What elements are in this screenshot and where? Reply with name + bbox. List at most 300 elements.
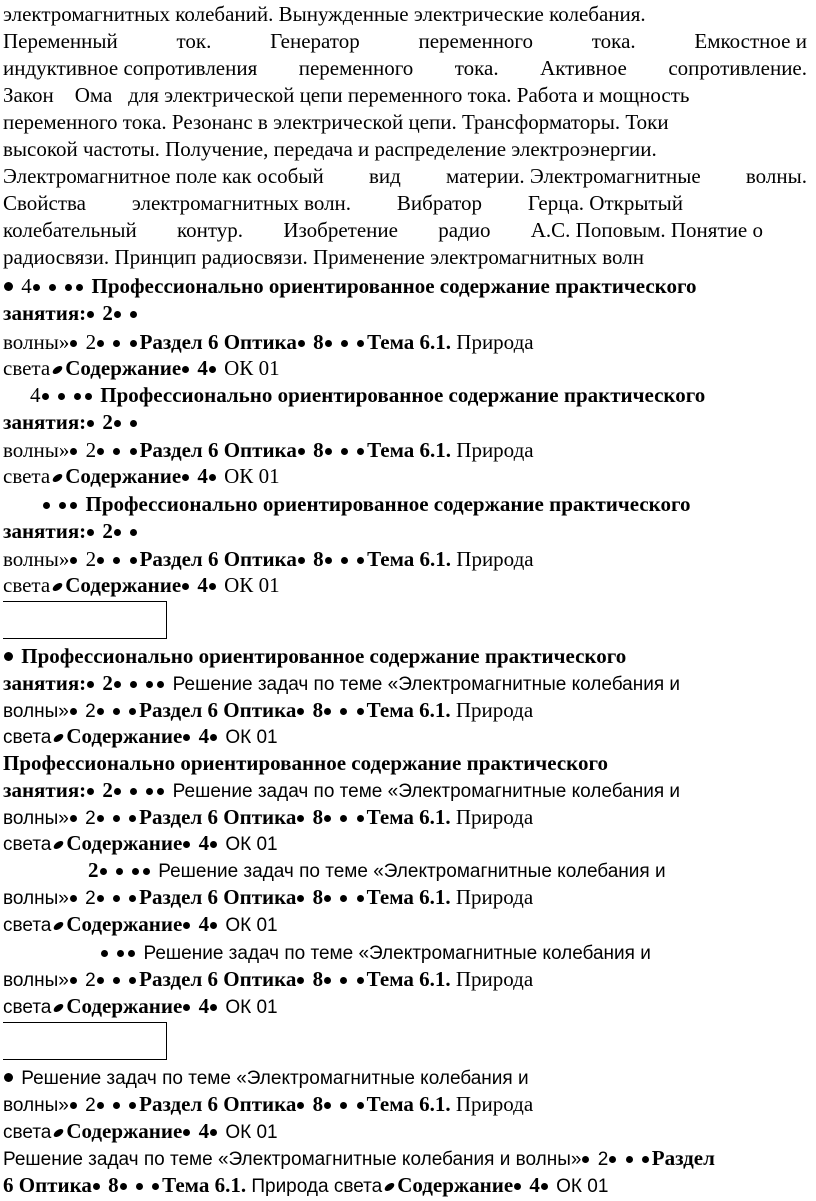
bullet-dot bbox=[58, 393, 65, 400]
bullet-dot bbox=[357, 448, 364, 455]
bullet-dot bbox=[59, 502, 66, 509]
block8-line-3 bbox=[3, 1118, 278, 1145]
bullet-dot bbox=[298, 557, 305, 564]
bullet-dot bbox=[298, 448, 305, 455]
bullet-dot bbox=[51, 581, 63, 592]
bullet-dot bbox=[49, 284, 56, 291]
text-run: Раздел 6 Оптика bbox=[139, 547, 297, 571]
text-run: переменного bbox=[298, 56, 414, 80]
bullet-dot bbox=[541, 1183, 548, 1190]
bullet-dot bbox=[129, 977, 136, 984]
bullet-dot bbox=[357, 815, 364, 822]
bullet-dot bbox=[113, 977, 120, 984]
text-run: 4 bbox=[21, 274, 32, 298]
bullet-dot bbox=[146, 681, 153, 688]
text-run: 8 bbox=[312, 1092, 324, 1116]
text-run: Решение задач по теме «Электромагнитные колебания и bbox=[21, 1068, 529, 1089]
bullet-dot bbox=[183, 1004, 190, 1011]
bullet-dot bbox=[143, 868, 150, 875]
text-run: тока. bbox=[591, 29, 636, 53]
text-run: 2 bbox=[102, 519, 113, 543]
intro-line-9 bbox=[3, 217, 763, 244]
text-run: света bbox=[3, 834, 52, 855]
block6-line-3 bbox=[3, 911, 278, 938]
bullet-dot bbox=[128, 950, 135, 957]
text-run: 2 bbox=[85, 888, 96, 909]
bullet-dot bbox=[130, 557, 137, 564]
bullet-dot bbox=[130, 681, 137, 688]
bullet-dot bbox=[42, 393, 49, 400]
bullet-dot bbox=[113, 1102, 120, 1109]
text-run: света bbox=[3, 997, 52, 1018]
bullet-dot bbox=[113, 708, 120, 715]
bullet-dot bbox=[129, 708, 136, 715]
block5-line-3 bbox=[3, 804, 533, 831]
bullet-dot bbox=[70, 815, 77, 822]
bullet-dot bbox=[87, 311, 94, 318]
text-run: Раздел 6 Оптика bbox=[139, 1092, 297, 1116]
text-run: электромагнитных волн. bbox=[131, 191, 352, 215]
text-run: Герца. Открытый bbox=[527, 191, 683, 215]
text-run: занятия: bbox=[3, 301, 87, 325]
text-run: света bbox=[3, 356, 51, 380]
bullet-dot bbox=[341, 340, 348, 347]
bullet-dot bbox=[210, 922, 217, 929]
bullet-dot bbox=[97, 895, 104, 902]
text-run: волны» bbox=[3, 970, 69, 991]
bullet-dot bbox=[325, 557, 332, 564]
bullet-dot bbox=[43, 502, 50, 509]
bullet-dot bbox=[182, 474, 189, 481]
bullet-dot bbox=[157, 788, 164, 795]
bullet-dot bbox=[152, 1183, 159, 1190]
intro-line-8 bbox=[3, 190, 683, 217]
text-run: Решение задач по теме «Электромагнитные колебания и bbox=[172, 674, 681, 695]
text-run: Переменный bbox=[3, 29, 118, 53]
text-run: 2 bbox=[85, 808, 96, 829]
text-run: Содержание bbox=[65, 573, 182, 597]
text-run: волны» bbox=[3, 330, 70, 354]
bullet-dot bbox=[626, 1156, 633, 1163]
bullet-dot bbox=[183, 922, 190, 929]
text-run: ОК 01 bbox=[225, 834, 278, 855]
text-run: занятия: bbox=[3, 519, 87, 543]
bullet-dot bbox=[70, 340, 77, 347]
text-run: индуктивное сопротивления bbox=[3, 56, 258, 80]
text-run: Активное bbox=[540, 56, 627, 80]
block1-line-4 bbox=[3, 355, 280, 382]
bullet-dot bbox=[51, 472, 63, 483]
bullet-dot bbox=[210, 1129, 217, 1136]
text-run: тока. bbox=[454, 56, 499, 80]
text-run: Тема 6.1. bbox=[366, 885, 451, 909]
bullet-dot bbox=[324, 895, 331, 902]
bullet-dot bbox=[183, 1129, 190, 1136]
bullet-dot bbox=[341, 448, 348, 455]
bullet-dot bbox=[324, 977, 331, 984]
bullet-dot bbox=[514, 1183, 521, 1190]
text-run: материи. Электромагнитные bbox=[446, 164, 701, 188]
bullet-dot bbox=[183, 841, 190, 848]
bullet-dot bbox=[53, 1002, 65, 1013]
text-run: 2 bbox=[102, 301, 113, 325]
bullet-dot bbox=[340, 815, 347, 822]
text-run: Ома bbox=[74, 83, 113, 107]
text-run: Содержание bbox=[66, 724, 183, 748]
text-run: для электрической цепи переменного тока. Работа и мощность bbox=[128, 83, 690, 107]
bullet-dot bbox=[340, 1102, 347, 1109]
text-run: Тема 6.1. bbox=[367, 330, 452, 354]
text-run: 2 bbox=[102, 778, 113, 802]
bullet-dot bbox=[120, 1183, 127, 1190]
block7-line-1 bbox=[100, 939, 651, 966]
bullet-dot bbox=[340, 977, 347, 984]
text-run: Раздел 6 Оптика bbox=[139, 330, 297, 354]
text-run: колебательный bbox=[3, 218, 137, 242]
text-run: Профессионально ориентированное содержание практического bbox=[3, 751, 608, 775]
text-run: 2 bbox=[102, 671, 113, 695]
text-run: Природа bbox=[456, 547, 534, 571]
block1-line-2 bbox=[3, 300, 140, 327]
text-run: 8 bbox=[312, 805, 324, 829]
block8-line-2 bbox=[3, 1091, 533, 1118]
text-run: высокой частоты. Получение, передача и распределение электроэнергии. bbox=[3, 137, 657, 161]
bullet-dot bbox=[130, 420, 137, 427]
bullet-dot bbox=[87, 788, 94, 795]
text-run: 4 bbox=[529, 1173, 540, 1197]
bullet-dot bbox=[136, 1183, 143, 1190]
bullet-dot bbox=[114, 311, 121, 318]
bullet-dot bbox=[53, 732, 65, 743]
empty-frame-box bbox=[3, 601, 167, 639]
bullet-dot bbox=[97, 340, 104, 347]
text-run: ОК 01 bbox=[224, 356, 280, 380]
text-run: 2 bbox=[85, 701, 96, 722]
text-run: волны» bbox=[3, 547, 70, 571]
bullet-dot bbox=[357, 1102, 364, 1109]
text-run: Тема 6.1. bbox=[366, 1092, 451, 1116]
text-run: ОК 01 bbox=[225, 997, 278, 1018]
text-run: вид bbox=[368, 164, 401, 188]
block6-line-2 bbox=[3, 884, 533, 911]
intro-line-3 bbox=[3, 55, 807, 82]
text-run: 4 bbox=[197, 356, 208, 380]
text-run: Природа света bbox=[251, 1176, 383, 1197]
bullet-dot bbox=[114, 681, 121, 688]
text-run: 8 bbox=[313, 547, 324, 571]
text-run: радиосвязи. Принцип радиосвязи. Применение электромагнитных волн bbox=[3, 245, 645, 269]
text-run: занятия: bbox=[3, 671, 87, 695]
bullet-dot bbox=[87, 420, 94, 427]
bullet-dot bbox=[130, 340, 137, 347]
bullet-dot bbox=[4, 652, 13, 661]
empty-frame-box-2 bbox=[3, 1022, 167, 1060]
text-run: сопротивление. bbox=[668, 56, 807, 80]
bullet-dot bbox=[357, 557, 364, 564]
bullet-dot bbox=[101, 950, 108, 957]
bullet-dot bbox=[114, 788, 121, 795]
text-run: 4 bbox=[198, 994, 210, 1018]
bullet-dot bbox=[325, 448, 332, 455]
bullet-dot bbox=[357, 977, 364, 984]
text-run: Природа bbox=[455, 805, 534, 829]
bullet-dot bbox=[51, 364, 63, 375]
text-run: 4 bbox=[197, 573, 208, 597]
text-run: 4 bbox=[198, 912, 210, 936]
block3-line-1 bbox=[42, 491, 690, 518]
text-run: 2 bbox=[85, 438, 97, 462]
block2-line-3 bbox=[3, 437, 534, 464]
text-run: Тема 6.1. bbox=[367, 547, 452, 571]
text-run: контур. bbox=[177, 218, 244, 242]
bullet-dot bbox=[97, 448, 104, 455]
bullet-dot bbox=[297, 977, 304, 984]
bullet-dot bbox=[340, 895, 347, 902]
text-run: 4 bbox=[198, 1119, 210, 1143]
bullet-dot bbox=[324, 815, 331, 822]
bullet-dot bbox=[324, 1102, 331, 1109]
bullet-dot bbox=[130, 311, 137, 318]
text-run: радио bbox=[438, 218, 491, 242]
text-run: Свойства bbox=[3, 191, 86, 215]
bullet-dot bbox=[97, 1102, 104, 1109]
text-run: 2 bbox=[102, 410, 113, 434]
text-run: А.С. Поповым. Понятие о bbox=[530, 218, 763, 242]
bullet-dot bbox=[582, 1156, 589, 1163]
bullet-dot bbox=[70, 708, 77, 715]
bullet-dot bbox=[93, 1183, 100, 1190]
bullet-dot bbox=[4, 282, 13, 291]
text-run: ток. bbox=[176, 29, 212, 53]
bullet-dot bbox=[129, 1102, 136, 1109]
block5-line-4 bbox=[3, 830, 278, 857]
text-run: 2 bbox=[597, 1149, 609, 1170]
text-run: 2 bbox=[85, 970, 96, 991]
text-run: 8 bbox=[313, 438, 324, 462]
text-run: Раздел 6 Оптика bbox=[139, 967, 297, 991]
bullet-dot bbox=[182, 583, 189, 590]
text-run: света bbox=[3, 727, 52, 748]
text-run: 4 bbox=[198, 831, 210, 855]
text-run: Природа bbox=[455, 698, 534, 722]
bullet-dot bbox=[113, 448, 120, 455]
text-run: света bbox=[3, 573, 51, 597]
bullet-dot bbox=[70, 977, 77, 984]
text-run: 2 bbox=[85, 547, 97, 571]
text-run: 4 bbox=[197, 464, 208, 488]
bullet-dot bbox=[298, 340, 305, 347]
text-run: Содержание bbox=[65, 464, 182, 488]
block3-line-3 bbox=[3, 546, 534, 573]
block1-line-1 bbox=[3, 273, 696, 300]
text-run: Природа bbox=[455, 1092, 534, 1116]
block7-line-2 bbox=[3, 966, 533, 993]
text-run: ОК 01 bbox=[224, 573, 280, 597]
text-run: 8 bbox=[108, 1173, 119, 1197]
text-run: волны» bbox=[3, 888, 69, 909]
text-run: Раздел 6 Оптика bbox=[139, 698, 297, 722]
bullet-dot bbox=[129, 895, 136, 902]
text-run: Природа bbox=[456, 330, 534, 354]
bullet-dot bbox=[146, 788, 153, 795]
bullet-dot bbox=[340, 708, 347, 715]
text-run: 8 bbox=[312, 885, 324, 909]
bullet-dot bbox=[209, 366, 216, 373]
text-run: Природа bbox=[455, 885, 534, 909]
bullet-dot bbox=[341, 557, 348, 564]
block4-line-1 bbox=[3, 643, 626, 670]
block7-line-3 bbox=[3, 993, 278, 1020]
bullet-dot bbox=[33, 284, 40, 291]
text-run: 8 bbox=[312, 967, 324, 991]
bullet-dot bbox=[53, 1127, 65, 1138]
intro-line-5 bbox=[3, 109, 669, 136]
text-run: Природа bbox=[456, 438, 534, 462]
block4-line-3 bbox=[3, 697, 533, 724]
text-run: 6 Оптика bbox=[3, 1173, 92, 1197]
bullet-dot bbox=[70, 557, 77, 564]
bullet-dot bbox=[113, 557, 120, 564]
block2-line-4 bbox=[3, 463, 280, 490]
bullet-dot bbox=[157, 681, 164, 688]
block3-line-4 bbox=[3, 572, 280, 599]
bullet-dot bbox=[76, 284, 83, 291]
intro-line-2 bbox=[3, 28, 807, 55]
block4-line-4 bbox=[3, 723, 278, 750]
text-run: Профессионально ориентированное содержание практического bbox=[85, 492, 691, 516]
bullet-dot bbox=[297, 895, 304, 902]
block1-line-3 bbox=[3, 329, 534, 356]
text-run: ОК 01 bbox=[556, 1176, 609, 1197]
bullet-dot bbox=[97, 708, 104, 715]
text-run: света bbox=[3, 1122, 52, 1143]
block2-line-1 bbox=[30, 382, 705, 409]
block9-line-2 bbox=[3, 1172, 608, 1199]
text-run: Раздел bbox=[651, 1146, 715, 1170]
text-run: волны» bbox=[3, 701, 69, 722]
intro-line-7 bbox=[3, 163, 807, 190]
bullet-dot bbox=[209, 474, 216, 481]
bullet-dot bbox=[97, 977, 104, 984]
bullet-dot bbox=[4, 1073, 13, 1082]
bullet-dot bbox=[87, 681, 94, 688]
bullet-dot bbox=[113, 815, 120, 822]
text-run: Тема 6.1. bbox=[366, 805, 451, 829]
text-run: ОК 01 bbox=[224, 464, 280, 488]
text-run: Содержание bbox=[65, 356, 182, 380]
text-run: Содержание bbox=[66, 994, 183, 1018]
bullet-dot bbox=[97, 815, 104, 822]
bullet-dot bbox=[130, 529, 137, 536]
bullet-dot bbox=[114, 529, 121, 536]
bullet-dot bbox=[117, 950, 124, 957]
block2-line-2 bbox=[3, 409, 140, 436]
bullet-dot bbox=[130, 788, 137, 795]
text-run: Содержание bbox=[66, 912, 183, 936]
text-run: Содержание bbox=[66, 1119, 183, 1143]
text-run: Тема 6.1. bbox=[366, 698, 451, 722]
intro-line-1 bbox=[3, 1, 646, 28]
intro-line-6 bbox=[3, 136, 657, 163]
text-run: 8 bbox=[312, 698, 324, 722]
text-run: Профессионально ориентированное содержание практического bbox=[21, 644, 627, 668]
bullet-dot bbox=[324, 708, 331, 715]
text-run: Профессионально ориентированное содержание практического bbox=[100, 383, 706, 407]
text-run: Тема 6.1. bbox=[162, 1173, 247, 1197]
bullet-dot bbox=[642, 1156, 649, 1163]
bullet-dot bbox=[210, 1004, 217, 1011]
bullet-dot bbox=[130, 448, 137, 455]
text-run: 4 bbox=[198, 724, 210, 748]
bullet-dot bbox=[357, 340, 364, 347]
text-run: волны. bbox=[745, 164, 807, 188]
text-run: Решение задач по теме «Электромагнитные колебания и bbox=[158, 861, 666, 882]
bullet-dot bbox=[297, 708, 304, 715]
bullet-dot bbox=[53, 920, 65, 931]
intro-line-4 bbox=[3, 82, 689, 109]
text-run: света bbox=[3, 915, 52, 936]
bullet-dot bbox=[132, 868, 139, 875]
text-run: Содержание bbox=[66, 831, 183, 855]
block5-line-2 bbox=[3, 777, 680, 804]
text-run: занятия: bbox=[3, 778, 87, 802]
bullet-dot bbox=[297, 815, 304, 822]
text-run: волны» bbox=[3, 808, 69, 829]
text-run: ОК 01 bbox=[225, 1122, 278, 1143]
text-run: Вибратор bbox=[396, 191, 482, 215]
text-run: Электромагнитное поле как особый bbox=[3, 164, 324, 188]
bullet-dot bbox=[210, 734, 217, 741]
text-run: переменного тока. Резонанс в электрической цепи. Трансформаторы. Токи bbox=[3, 110, 669, 134]
text-run: 2 bbox=[88, 858, 99, 882]
text-run: волны» bbox=[3, 438, 70, 462]
text-run: 8 bbox=[313, 330, 324, 354]
text-run: света bbox=[3, 464, 51, 488]
block9-line-1 bbox=[3, 1145, 715, 1172]
bullet-dot bbox=[74, 393, 81, 400]
bullet-dot bbox=[210, 841, 217, 848]
bullet-dot bbox=[182, 366, 189, 373]
bullet-dot bbox=[357, 895, 364, 902]
bullet-dot bbox=[357, 708, 364, 715]
bullet-dot bbox=[100, 868, 107, 875]
bullet-dot bbox=[97, 557, 104, 564]
text-run: Емкостное и bbox=[694, 29, 807, 53]
text-run: занятия: bbox=[3, 410, 87, 434]
text-run: Раздел 6 Оптика bbox=[139, 885, 297, 909]
text-run: 2 bbox=[85, 1095, 96, 1116]
bullet-dot bbox=[70, 1102, 77, 1109]
intro-line-10 bbox=[3, 244, 644, 271]
text-run: волны» bbox=[3, 1095, 69, 1116]
text-run: Решение задач по теме «Электромагнитные колебания и bbox=[172, 781, 681, 802]
bullet-dot bbox=[297, 1102, 304, 1109]
text-run: Тема 6.1. bbox=[367, 438, 452, 462]
text-run: 2 bbox=[85, 330, 97, 354]
bullet-dot bbox=[609, 1156, 616, 1163]
text-run: Решение задач по теме «Электромагнитные колебания и bbox=[143, 943, 651, 964]
text-run: ОК 01 bbox=[225, 915, 278, 936]
bullet-dot bbox=[383, 1181, 395, 1192]
block3-line-2 bbox=[3, 518, 140, 545]
block6-line-1 bbox=[88, 857, 666, 884]
text-run: Профессионально ориентированное содержание практического bbox=[91, 274, 697, 298]
bullet-dot bbox=[116, 868, 123, 875]
text-run: Закон bbox=[3, 83, 54, 107]
text-run: ОК 01 bbox=[225, 727, 278, 748]
text-run: Содержание bbox=[397, 1173, 514, 1197]
text-run: 4 bbox=[30, 383, 41, 407]
